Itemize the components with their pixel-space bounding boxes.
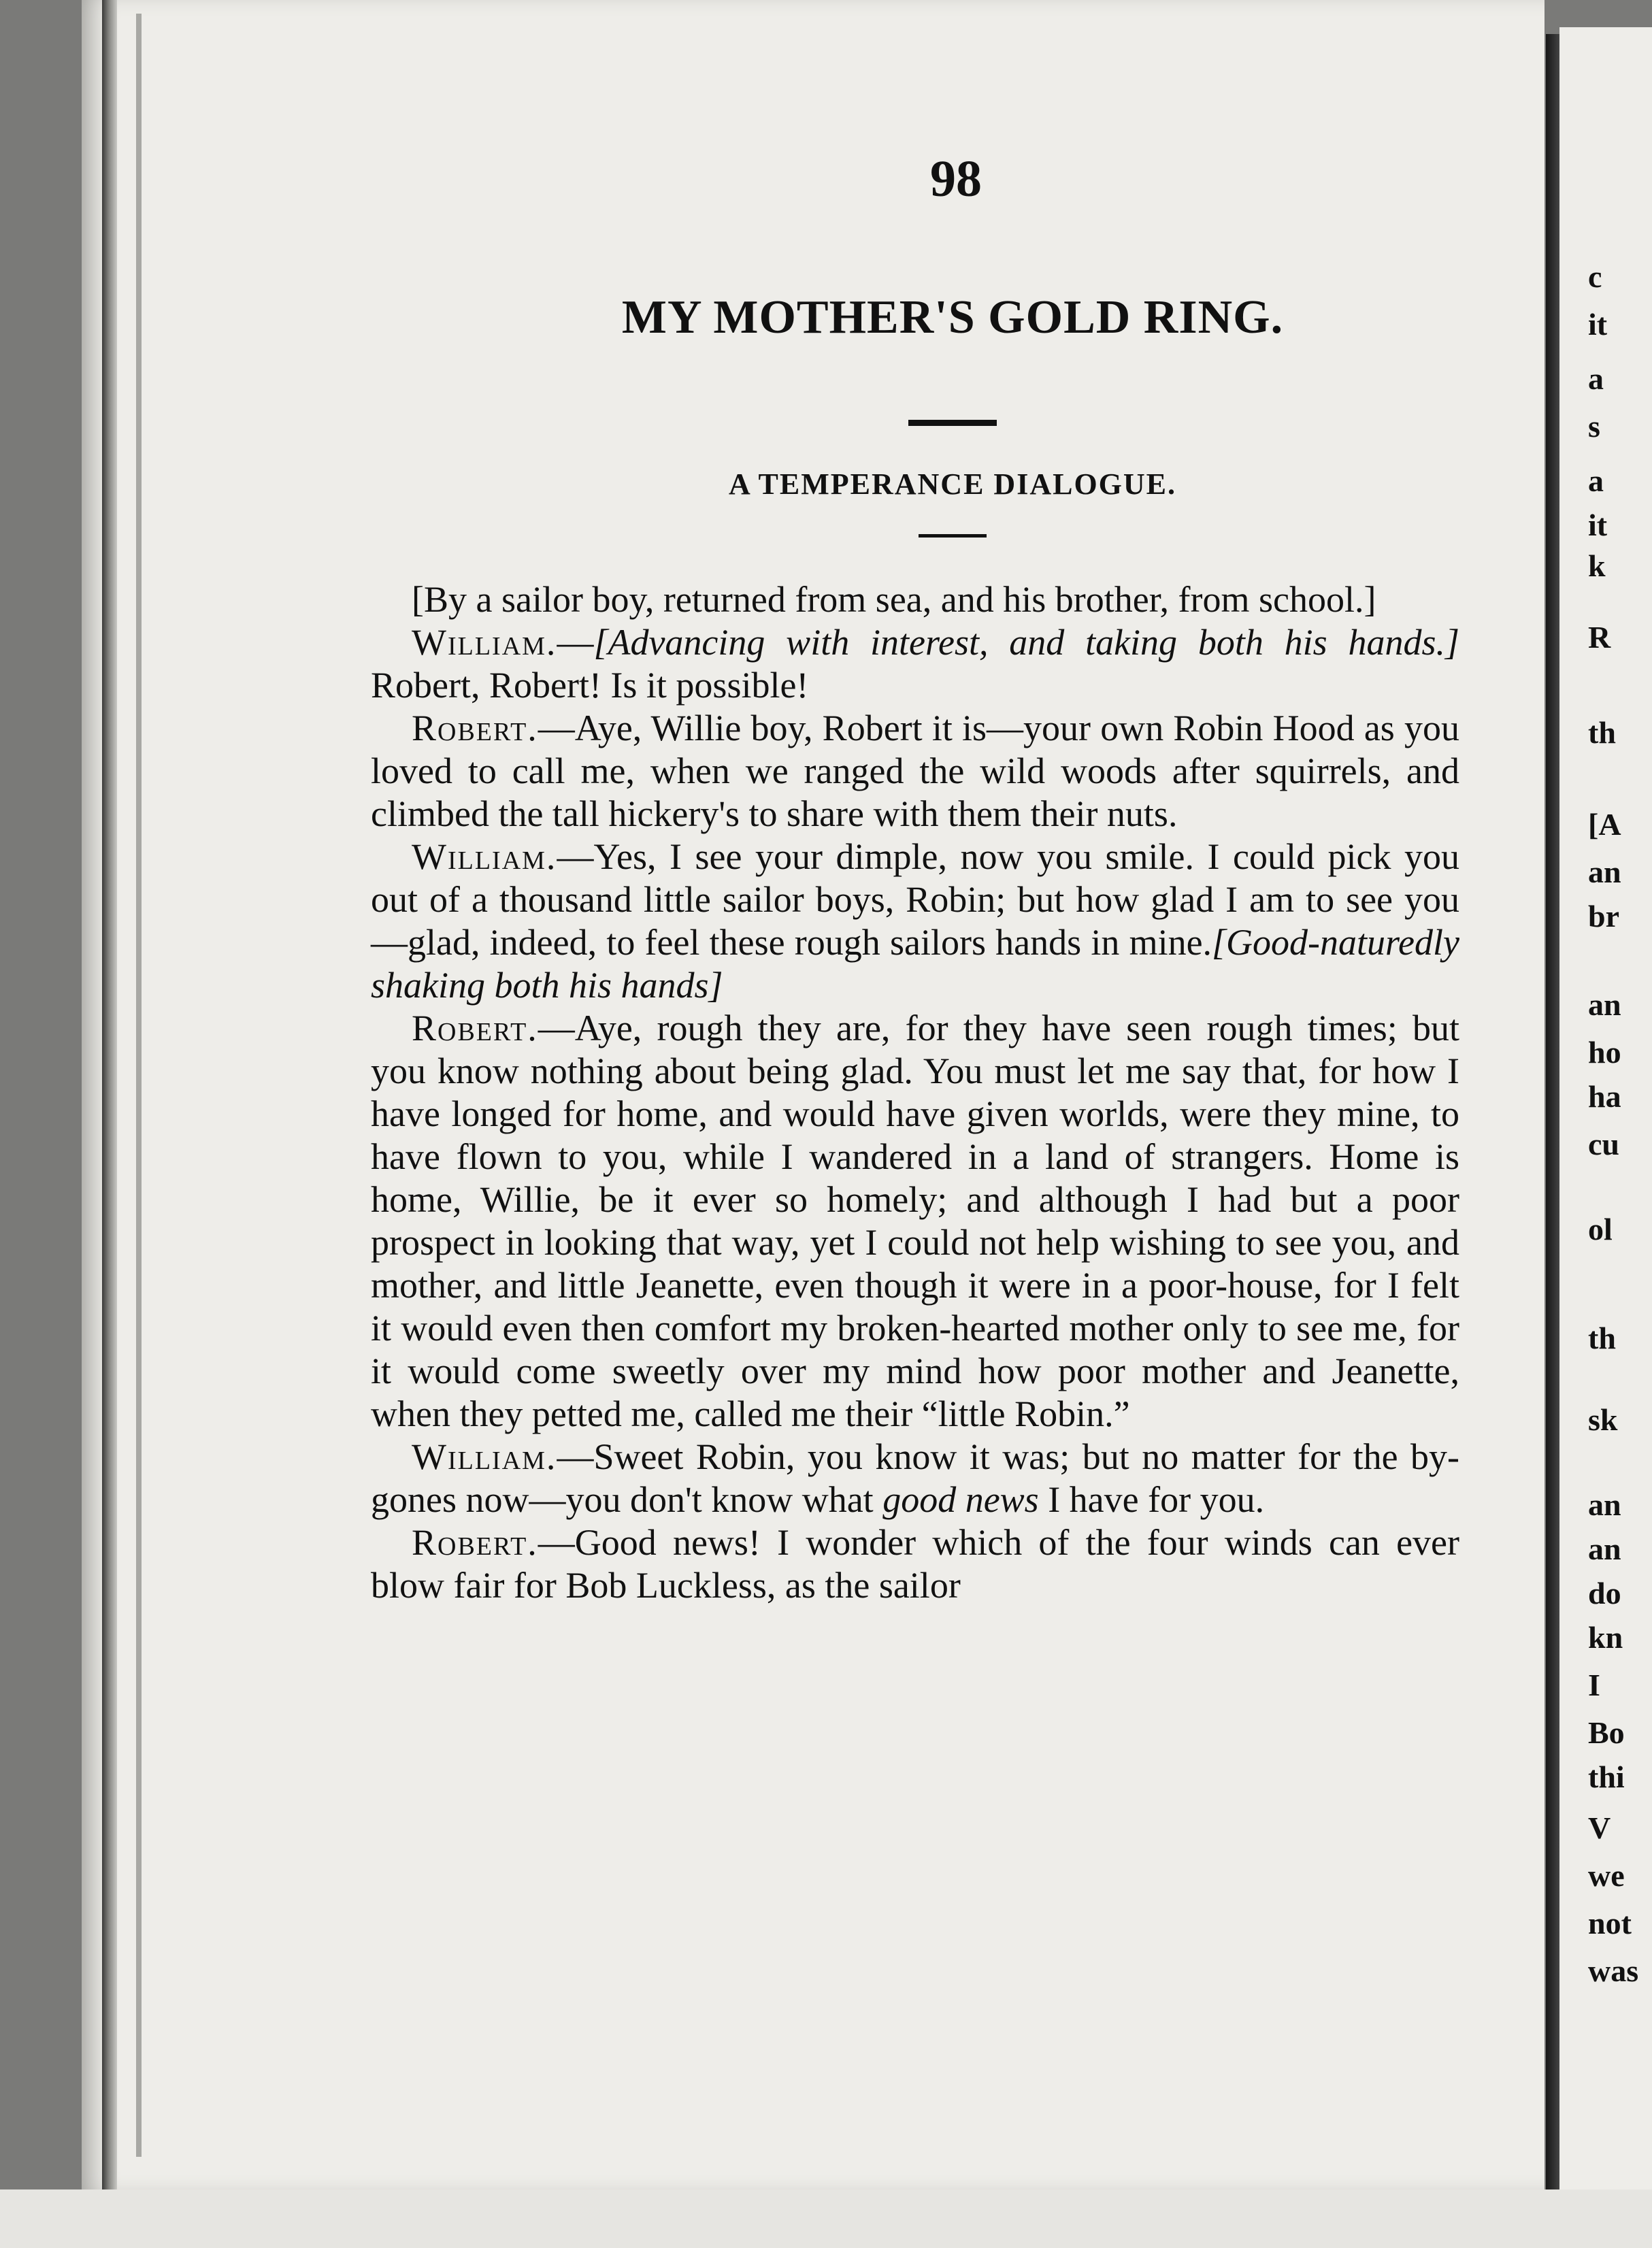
speaker-name: Robert. — [412, 1008, 538, 1048]
dialogue-paragraph — [371, 621, 1459, 707]
dialogue-text: Aye, Willie boy, Robert it is—your own Robin Hood as you loved to call me, when we ranged the wild woods after squirrels, and climbed the tall hickery's to share with them their nuts. — [371, 708, 1459, 834]
facing-page-text: was — [1588, 1953, 1639, 1988]
facing-page-text: an — [1588, 1532, 1621, 1566]
speaker-dash: — — [538, 1522, 575, 1563]
facing-page-text: I — [1588, 1668, 1600, 1702]
spine-edge — [136, 14, 142, 2157]
dialogue-text: Good news! I wonder which of the four winds can ever blow fair for Bob Luckless, as the sailor — [371, 1522, 1459, 1606]
dialogue-text: Sweet Robin, you know it was; but no matter for the by-gones now—you don't know what — [371, 1436, 1459, 1520]
book-spine — [102, 0, 117, 2218]
facing-page-text: cu — [1588, 1127, 1619, 1161]
facing-page-text: it — [1588, 307, 1608, 342]
facing-page-text: an — [1588, 1487, 1621, 1522]
intro-note: [By a sailor boy, returned from sea, and his brother, from school.] — [412, 579, 1376, 620]
stage-direction: [Advancing with interest, and taking both his hands.] — [593, 622, 1459, 663]
speaker-dash: — — [538, 708, 575, 748]
facing-page-text: not — [1588, 1906, 1632, 1940]
facing-page-text: th — [1588, 1321, 1616, 1355]
dialogue-text: Aye, rough they are, for they have seen rough times; but you know nothing about being glad. You must let me say that, for how I have longed for home, and would have given worlds, were they mine, to have flown to you, while I wandered in a land of strangers. Home is home, Willie, be it ever so homely; and although I had but a poor prospect in looking that way, yet I could not help wishing to see you, and mother, and little Jeanette, even though it were in a poor-house, for I felt it would even then comfort my broken-hearted mother only to see me, for it would come sweetly over my mind how poor mother and Jeanette, when they petted me, called me their “little Robin.” — [371, 1008, 1459, 1434]
facing-page-text: do — [1588, 1576, 1621, 1610]
dialogue-paragraph — [371, 1521, 1459, 1607]
facing-page-text: ol — [1588, 1212, 1613, 1246]
facing-page-text: R — [1588, 620, 1611, 655]
facing-page-text: ha — [1588, 1079, 1621, 1114]
dialogue-text: Robert, Robert! Is it possible! — [371, 665, 809, 706]
speaker-dash: — — [538, 1008, 575, 1048]
dialogue-paragraph — [371, 1436, 1459, 1521]
page-content — [371, 150, 1459, 1607]
speaker-dash: — — [557, 1436, 594, 1477]
dialogue-paragraph — [371, 836, 1459, 1007]
dialogue-paragraph — [371, 1007, 1459, 1436]
facing-page-text: s — [1588, 409, 1600, 444]
page-number: 98 — [930, 150, 982, 208]
facing-page-text: sk — [1588, 1402, 1618, 1437]
dialogue-paragraph — [371, 707, 1459, 836]
speaker-name: Robert. — [412, 1522, 538, 1563]
facing-page-text: th — [1588, 715, 1616, 750]
speaker-name: Robert. — [412, 708, 538, 748]
stage-direction: [Good-naturedly shaking both his hands] — [371, 922, 1459, 1006]
facing-page-text: k — [1588, 548, 1606, 583]
speaker-name: William. — [412, 622, 557, 663]
facing-page-text: a — [1588, 463, 1604, 498]
title-rule — [908, 420, 997, 426]
facing-page-text: an — [1588, 855, 1621, 889]
facing-page-text: [A — [1588, 807, 1621, 842]
facing-page-text: c — [1588, 259, 1602, 294]
subtitle-rule — [919, 534, 987, 538]
speaker-name: William. — [412, 1436, 557, 1477]
facing-page-text: kn — [1588, 1620, 1623, 1655]
facing-page-text: we — [1588, 1858, 1625, 1893]
page-bottom-edge — [0, 2189, 1652, 2248]
emphasized-text: good news — [882, 1479, 1039, 1520]
dialogue-text: I have for you. — [1038, 1479, 1265, 1520]
page-subtitle: A TEMPERANCE DIALOGUE. — [728, 467, 1177, 501]
facing-page-text: thi — [1588, 1759, 1625, 1794]
facing-page-text: br — [1588, 899, 1619, 933]
facing-page-text: V — [1588, 1811, 1611, 1845]
speaker-dash: — — [557, 836, 594, 877]
dialogue-text: Yes, I see your dimple, now you smile. I could pick you out of a thousand little sailor boys, Robin; but how glad I am to see you—glad, indeed, to feel these rough sailors hands in mine. — [371, 836, 1459, 963]
facing-page-text: it — [1588, 508, 1608, 542]
facing-page-text: Bo — [1588, 1715, 1625, 1750]
facing-page-fragment — [1559, 27, 1652, 2204]
speaker-name: William. — [412, 836, 557, 877]
speaker-dash: — — [557, 622, 594, 663]
facing-page-text: a — [1588, 361, 1604, 396]
facing-page-text: ho — [1588, 1035, 1621, 1070]
dialogue-body — [371, 578, 1459, 1607]
facing-page-text: an — [1588, 987, 1621, 1022]
page-gutter — [1546, 34, 1559, 2198]
page-title: MY MOTHER'S GOLD RING. — [621, 291, 1284, 344]
